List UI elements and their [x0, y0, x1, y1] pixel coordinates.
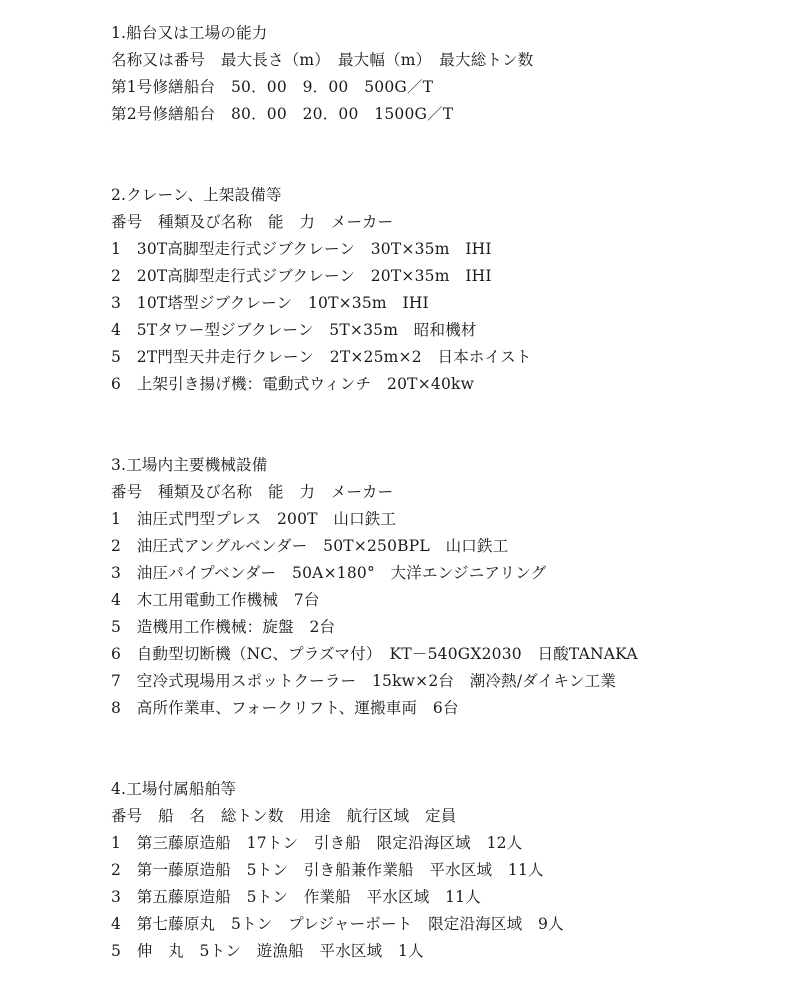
table-row: 6 上架引き揚げ機：電動式ウィンチ 20T×40kw	[111, 375, 475, 393]
table-row: 8 高所作業車、フォークリフト、運搬車両 6台	[111, 699, 459, 717]
table-row: 1 第三藤原造船 17トン 引き船 限定沿海区域 12人	[111, 834, 523, 852]
table-row: 7 空冷式現場用スポットクーラー 15kw×2台 潮冷熱/ダイキン工業	[111, 672, 617, 690]
table-row: 2 20T高脚型走行式ジブクレーン 20T×35m IHI	[111, 267, 492, 285]
table-row: 4 第七藤原丸 5トン プレジャーボート 限定沿海区域 9人	[111, 915, 564, 933]
section-heading: 3.工場内主要機械設備	[111, 456, 268, 474]
section-heading: 1.船台又は工場の能力	[111, 24, 268, 42]
table-row: 第1号修繕船台 50．00 9．00 500G／T	[111, 78, 434, 96]
document-body	[111, 20, 801, 965]
table-row: 3 第五藤原造船 5トン 作業船 平水区域 11人	[111, 888, 481, 906]
table-row: 4 5Tタワー型ジブクレーン 5T×35m 昭和機材	[111, 321, 477, 339]
table-row: 2 油圧式アングルベンダー 50T×250BPL 山口鉄工	[111, 537, 509, 555]
table-row: 4 木工用電動工作機械 7台	[111, 591, 320, 609]
table-row: 3 10T塔型ジブクレーン 10T×35m IHI	[111, 294, 429, 312]
table-row: 第2号修繕船台 80．00 20．00 1500G／T	[111, 105, 454, 123]
table-header-row: 番号 種類及び名称 能 力 メーカー	[111, 213, 394, 231]
section-vessel-capacity	[111, 20, 801, 128]
section-heading: 4.工場付属船舶等	[111, 780, 237, 798]
table-header-row: 名称又は番号 最大長さ（m） 最大幅（m） 最大総トン数	[111, 51, 534, 69]
section-heading: 2.クレーン、上架設備等	[111, 186, 282, 204]
table-header-row: 番号 種類及び名称 能 力 メーカー	[111, 483, 394, 501]
table-row: 3 油圧パイプベンダー 50A×180° 大洋エンジニアリング	[111, 564, 547, 582]
section-factory-machinery	[111, 452, 801, 722]
section-cranes	[111, 182, 801, 398]
table-row: 6 自動型切断機（NC、プラズマ付） KT－540GX2030 日酸TANAKA	[111, 645, 638, 663]
table-header-row: 番号 船 名 総トン数 用途 航行区域 定員	[111, 807, 457, 825]
table-row: 5 造機用工作機械：旋盤 2台	[111, 618, 336, 636]
section-attached-vessels	[111, 776, 801, 965]
table-row: 5 2T門型天井走行クレーン 2T×25m×2 日本ホイスト	[111, 348, 532, 366]
table-row: 1 30T高脚型走行式ジブクレーン 30T×35m IHI	[111, 240, 492, 258]
table-row: 2 第一藤原造船 5トン 引き船兼作業船 平水区域 11人	[111, 861, 544, 879]
table-row: 1 油圧式門型プレス 200T 山口鉄工	[111, 510, 397, 528]
table-row: 5 伸 丸 5トン 遊漁船 平水区域 1人	[111, 942, 424, 960]
